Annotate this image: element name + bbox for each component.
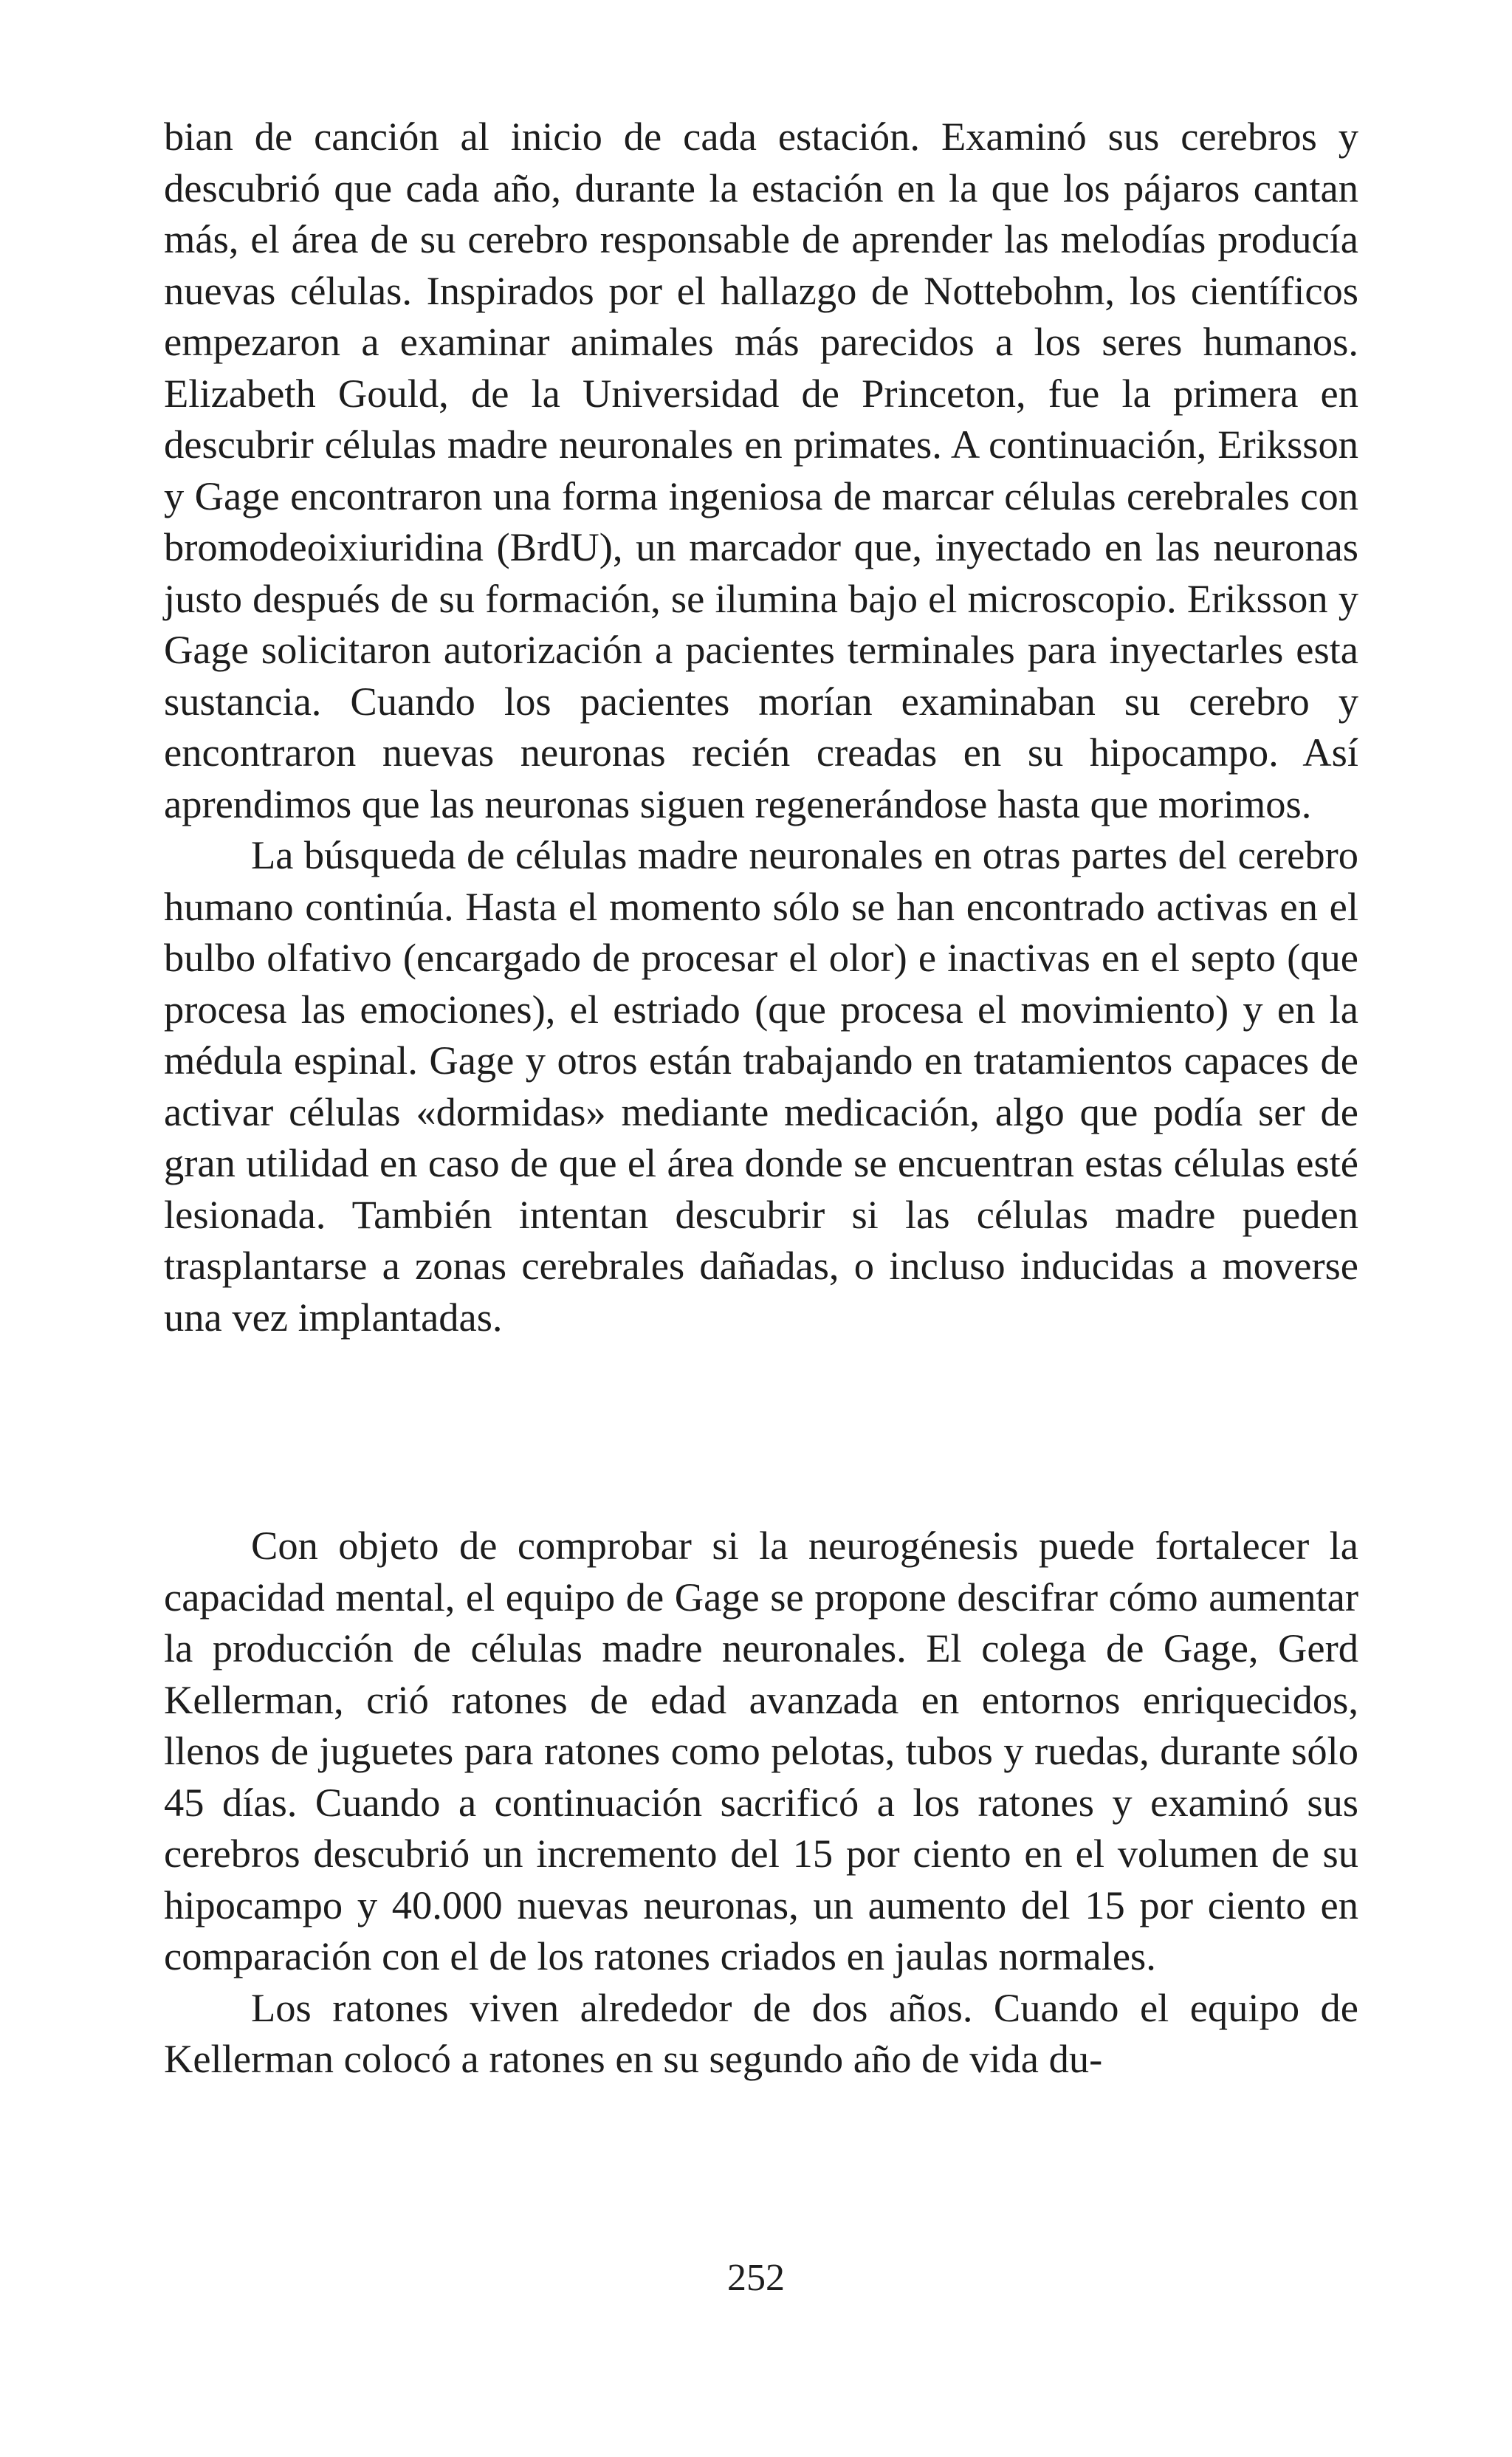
text-section-lower xyxy=(164,1520,1358,2085)
paragraph-mice-lifespan: Los ratones viven alrededor de dos años. Cuando el equipo de Kellerman colocó a ratones en su segundo año de vida du- xyxy=(164,1984,1358,2081)
page-number: 252 xyxy=(727,2257,785,2299)
paragraph-neural-stem-cells-search: La búsqueda de células madre neuronales en otras partes del cerebro humano continúa. Hasta el momento sólo se han encontrado activas en el bulbo olfativo (encargado de procesar el olor) e inactivas en el septo (que procesa las emociones), el estriado (que procesa el movimiento) y en la médula espinal. Gage y otros están trabajando en tratamientos capaces de activar células «dormidas» mediante medicación, algo que podía ser de gran utilidad en caso de que el área donde se encuentran estas células esté lesionada. También intentan descubrir si las células madre pueden trasplantarse a zonas cerebrales dañadas, o incluso inducidas a moverse una vez implantadas. xyxy=(164,832,1358,1340)
text-section-upper xyxy=(164,111,1358,1343)
paragraph-continued: bian de canción al inicio de cada estación. Examinó sus cerebros y descubrió que cada año, durante la estación en la que los pájaros cantan más, el área de su cerebro responsable de aprender las melodías producía nuevas células. Inspirados por el hallazgo de Nottebohm, los científicos empezaron a examinar animales más parecidos a los seres humanos. Elizabeth Gould, de la Universidad de Princeton, fue la primera en descubrir células madre neuronales en primates. A continuación, Eriksson y Gage encontraron una forma ingeniosa de marcar células cerebrales con bromodeoixiuridina (BrdU), un marcador que, inyectado en las neuronas justo después de su formación, se ilumina bajo el microscopio. Eriksson y Gage solicitaron autorización a pacientes terminales para inyectarles esta sustancia. Cuando los pacientes morían examinaban su cerebro y encontraron nuevas neuronas recién creadas en su hipocampo. Así aprendimos que las neuronas siguen regenerándose hasta que morimos. xyxy=(164,114,1358,826)
paragraph-neurogenesis-study: Con objeto de comprobar si la neurogénesis puede fortalecer la capacidad mental, el equipo de Gage se propone descifrar cómo aumentar la producción de células madre neuronales. El colega de Gage, Gerd Kellerman, crió ratones de edad avanzada en entornos enriquecidos, llenos de juguetes para ratones como pelotas, tubos y ruedas, durante sólo 45 días. Cuando a continuación sacrificó a los ratones y examinó sus cerebros descubrió un incremento del 15 por ciento en el volumen de su hipocampo y 40.000 nuevas neuronas, un aumento del 15 por ciento en comparación con el de los ratones criados en jaulas normales. xyxy=(164,1523,1358,1978)
